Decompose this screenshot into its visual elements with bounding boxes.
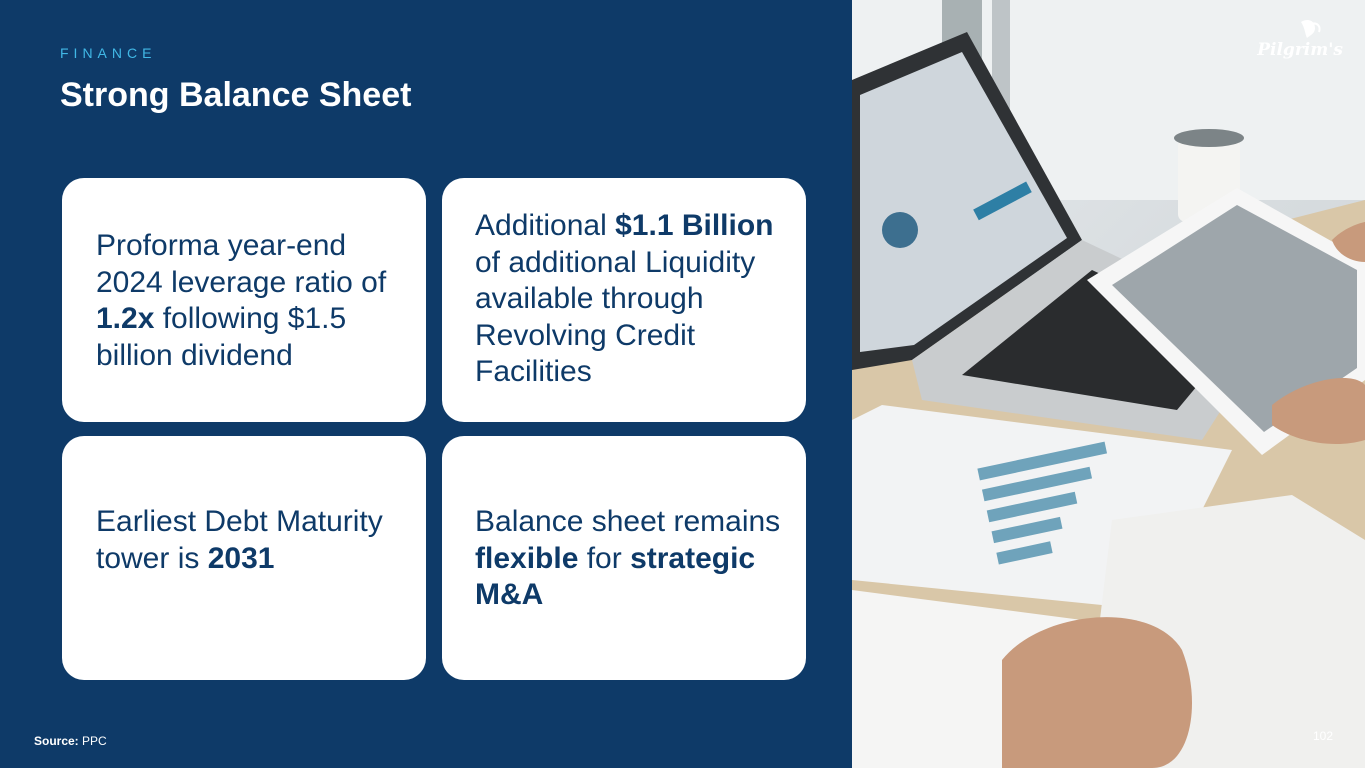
card-text-segment: Additional (475, 209, 616, 242)
card-highlight: strategic M&A (475, 541, 756, 611)
card-text (475, 504, 786, 614)
card-text (96, 228, 398, 374)
leverage-ratio-card (62, 178, 426, 422)
card-text-segment: Balance sheet remains (475, 505, 781, 538)
page-number: 102 (1312, 729, 1333, 743)
source-note (34, 734, 107, 748)
liquidity-card (442, 178, 806, 422)
card-highlight: 2031 (207, 541, 275, 575)
card-highlight: $1.1 Billion (615, 209, 774, 242)
section-label: FINANCE (60, 45, 157, 61)
card-text (96, 504, 398, 577)
card-text-segment: Earliest Debt Maturity tower is (96, 505, 383, 575)
source-label: Source: (34, 734, 79, 748)
slide-title: Strong Balance Sheet (60, 76, 412, 114)
card-highlight: flexible (475, 541, 579, 575)
photo-illustration (852, 0, 1365, 768)
debt-maturity-card (62, 436, 426, 680)
card-highlight: 1.2x (96, 302, 155, 335)
card-text-segment: of additional Liquidity available through Revolving Credit Facilities (475, 245, 756, 388)
card-text-segment: for (578, 541, 631, 575)
card-text-segment: following $1.5 billion dividend (96, 302, 347, 372)
source-value: PPC (82, 734, 107, 748)
flexibility-card (442, 436, 806, 680)
logo-text: Pilgrim's (1257, 40, 1343, 60)
office-laptop-tablet-photo (852, 0, 1365, 768)
card-text (475, 208, 786, 391)
card-text-segment: Proforma year-end 2024 leverage ratio of (96, 229, 387, 299)
